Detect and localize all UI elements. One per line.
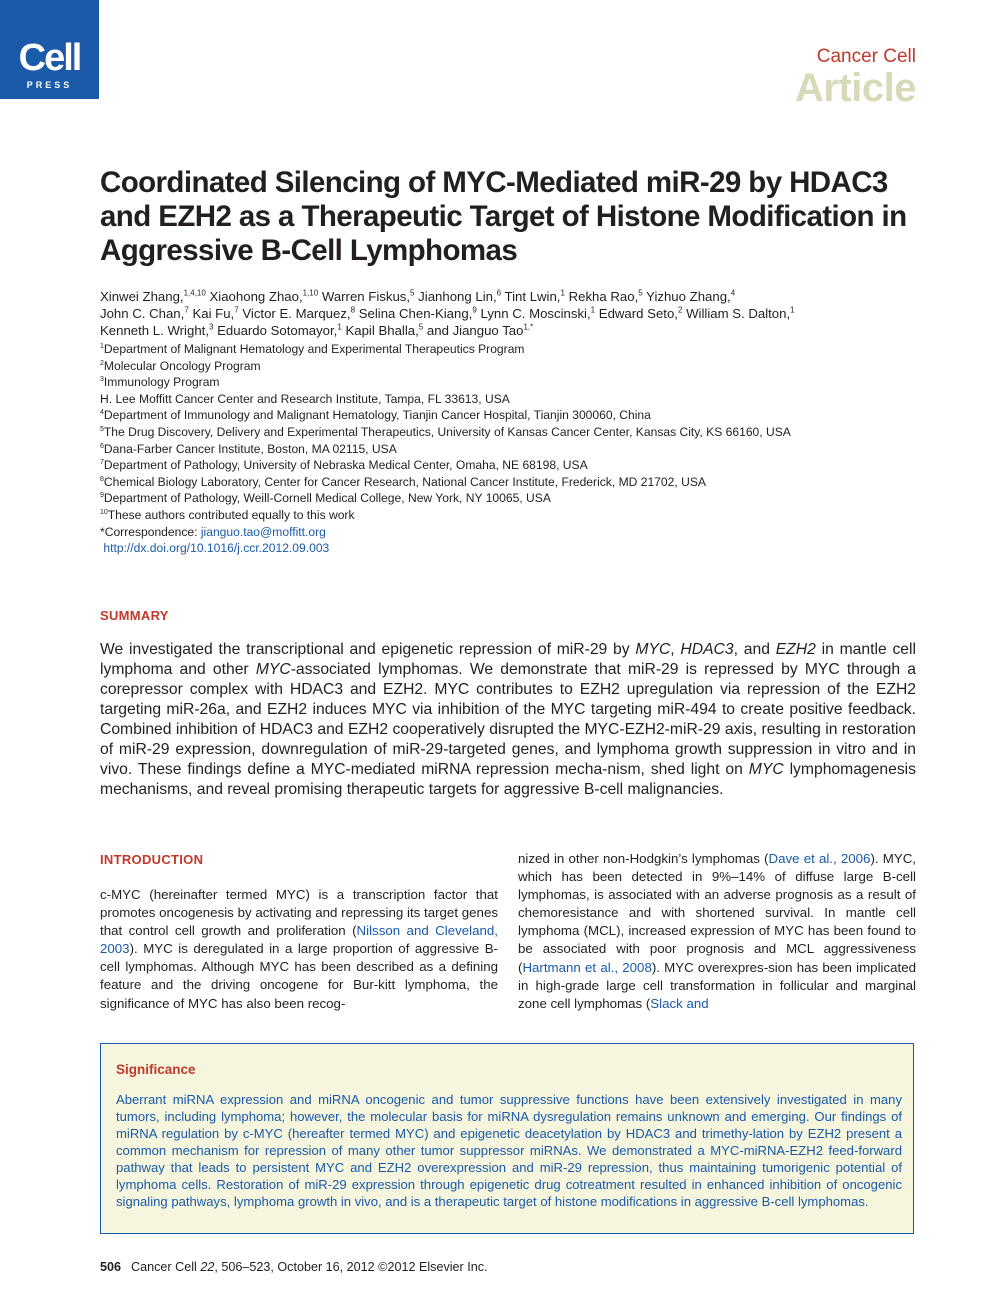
- author: Yizhuo Zhang,$^4$: [646, 288, 736, 304]
- cell-press-logo: [0, 0, 99, 99]
- author: Xiaohong Zhao,$^{1,10}$: [209, 288, 319, 304]
- citation-link[interactable]: Dave et al., 2006: [768, 851, 871, 866]
- introduction-left-column: c-MYC (hereinafter termed MYC) is a transcription factor that promotes oncogenesis by activating and repressing its target genes that control cell growth and proliferation (Nilsson and Cleveland, 2003). MYC is deregulated in a large proportion of aggressive B-cell lymphomas. Although MYC has been described as a defining feature and the driving oncogene for Bur-kitt lymphoma, the significance of MYC has also been recog-: [100, 887, 498, 1011]
- affiliation: $^5$The Drug Discovery, Delivery and Experimental Therapeutics, University of Kansas Cancer Center, Kansas City, KS 66160, USA: [100, 424, 791, 439]
- journal-name: Cancer Cell: [816, 46, 916, 67]
- doi-link[interactable]: http://dx.doi.org/10.1016/j.ccr.2012.09.003: [103, 541, 330, 556]
- summary-text: We investigated the transcriptional and epigenetic repression of miR-29 by MYC, HDAC3, and EZH2 in mantle cell lymphoma and other MYC-associated lymphomas. We demonstrate that miR-29 is repressed by MYC through a corepressor complex with HDAC3 and EZH2. MYC contributes to EZH2 upregulation via repression of the EZH2 targeting miR-26a, and EZH2 induces MYC via inhibition of the MYC targeting miR-494 to create positive feedback. Combined inhibition of HDAC3 and EZH2 cooperatively disrupted the MYC-EZH2-miR-29 axis, resulting in restoration of miR-29 expression, downregulation of miR-29-targeted genes, and lymphoma growth suppression in vitro and in vivo. These findings define a MYC-mediated miRNA repression mecha-nism, shed light on MYC lymphomagenesis mechanisms, and reveal promising therapeutic targets for aggressive B-cell malignancies.: [100, 641, 917, 798]
- author: Jianhong Lin,$^6$: [418, 288, 502, 304]
- author: Kapil Bhalla,$^5$: [345, 322, 424, 338]
- author-list: [100, 288, 920, 339]
- author: Tint Lwin,$^1$: [504, 288, 565, 304]
- affiliation: $^{10}$These authors contributed equally to this work: [100, 507, 355, 522]
- logo-sub: PRESS: [26, 80, 73, 90]
- affiliation: $^3$Immunology Program: [100, 375, 220, 390]
- author: Lynn C. Moscinski,$^1$: [480, 305, 596, 321]
- article-type: Article: [795, 66, 916, 110]
- page-number: 506: [100, 1260, 122, 1274]
- author: and Jianguo Tao$^{1,*}$: [426, 322, 534, 338]
- doi: [100, 540, 920, 557]
- page-footer: [100, 1259, 488, 1275]
- footer-citation: , 506–523, October 16, 2012 ©2012 Elsevier Inc.: [214, 1260, 488, 1274]
- significance-box: [100, 1043, 914, 1234]
- author: Rekha Rao,$^5$: [568, 288, 643, 304]
- affiliation: $^9$Department of Pathology, Weill-Cornell Medical College, New York, NY 10065, USA: [100, 491, 551, 506]
- affiliation: $^1$Department of Malignant Hematology and Experimental Therapeutics Program: [100, 342, 525, 356]
- affiliation: H. Lee Moffitt Cancer Center and Research Institute, Tampa, FL 33613, USA: [100, 391, 510, 406]
- citation-link[interactable]: Hartmann et al., 2008: [522, 959, 652, 975]
- correspondence: *Correspondence: jianguo.tao@moffitt.org: [100, 524, 326, 539]
- author: Eduardo Sotomayor,$^1$: [217, 322, 342, 338]
- introduction-heading: INTRODUCTION: [100, 852, 204, 867]
- footer-volume: 22: [200, 1260, 215, 1274]
- affiliation: $^8$Chemical Biology Laboratory, Center for Cancer Research, National Cancer Institute, Frederick, MD 21702, USA: [100, 474, 706, 489]
- author: John C. Chan,$^7$: [100, 305, 189, 321]
- footer-journal: Cancer Cell: [131, 1260, 201, 1274]
- summary-heading: SUMMARY: [100, 608, 169, 623]
- affiliation-list: [100, 341, 920, 557]
- introduction-right-column: nized in other non-Hodgkin’s lymphomas (Dave et al., 2006). MYC, which has been detected in 9%–14% of diffuse large B-cell lymphomas, is associated with an adverse prognosis as a result of chemoresistance and with shortened survival. In mantle cell lymphoma (MCL), increased expression of MYC has been found to be associated with poor prognosis and MCL aggressiveness (Hartmann et al., 2008). MYC overexpres-sion has been implicated in high-grade large cell transformation in follicular and marginal zone cell lymphomas (Slack and: [518, 851, 917, 1011]
- author: William S. Dalton,$^1$: [686, 305, 795, 321]
- author: Xinwei Zhang,$^{1,4,10}$: [100, 288, 206, 304]
- author: Kai Fu,$^7$: [192, 305, 239, 321]
- author: Victor E. Marquez,$^8$: [242, 305, 356, 321]
- author: Warren Fiskus,$^5$: [321, 288, 415, 304]
- citation-link[interactable]: Nilsson and Cleveland, 2003: [100, 923, 498, 957]
- affiliation: $^7$Department of Pathology, University of Nebraska Medical Center, Omaha, NE 68198, USA: [100, 458, 588, 473]
- author: Edward Seto,$^2$: [598, 305, 683, 321]
- significance-heading: Significance: [116, 1062, 196, 1077]
- author: Selina Chen-Kiang,$^9$: [358, 305, 477, 321]
- paper-title: Coordinated Silencing of MYC-Mediated miR-29 by HDAC3 and EZH2 as a Therapeutic Target of Histone Modification in Aggressive B-Cell Lymphomas: [100, 166, 907, 267]
- affiliation: $^2$Molecular Oncology Program: [100, 358, 261, 373]
- affiliation: $^4$Department of Immunology and Malignant Hematology, Tianjin Cancer Hospital, Tianjin 300060, China: [100, 408, 651, 423]
- logo-word: Cell: [18, 37, 81, 79]
- citation-link[interactable]: Slack and: [650, 995, 709, 1011]
- affiliation: $^6$Dana-Farber Cancer Institute, Boston, MA 02115, USA: [100, 441, 397, 456]
- significance-text: Aberrant miRNA expression and miRNA oncogenic and tumor suppressive functions have been extensively investigated in many tumors, including lymphoma; however, the molecular basis for miRNA dysregulation remains unknown and emerging. Our findings of miRNA regulation by c-MYC (hereafter termed MYC) and epigenetic deacetylation by HDAC3 and trimethy-lation by EZH2 present a common mechanism for repression of many other tumor suppressor miRNAs. We demonstrated a MYC-miRNA-EZH2 feed-forward pathway that leads to persistent MYC and EZH2 overexpression and miR-29 repression, thus maintaining tumorigenic potential of lymphoma cells. Restoration of miR-29 expression through epigenetic drug cotreatment resulted in enhanced inhibition of oncogenic signaling pathways, lymphoma growth in vivo, and is a therapeutic target of histone modifications in aggressive B-cell lymphomas.: [116, 1092, 902, 1209]
- author: Kenneth L. Wright,$^3$: [100, 322, 214, 338]
- correspondence-email-link[interactable]: jianguo.tao@moffitt.org: [200, 524, 326, 539]
